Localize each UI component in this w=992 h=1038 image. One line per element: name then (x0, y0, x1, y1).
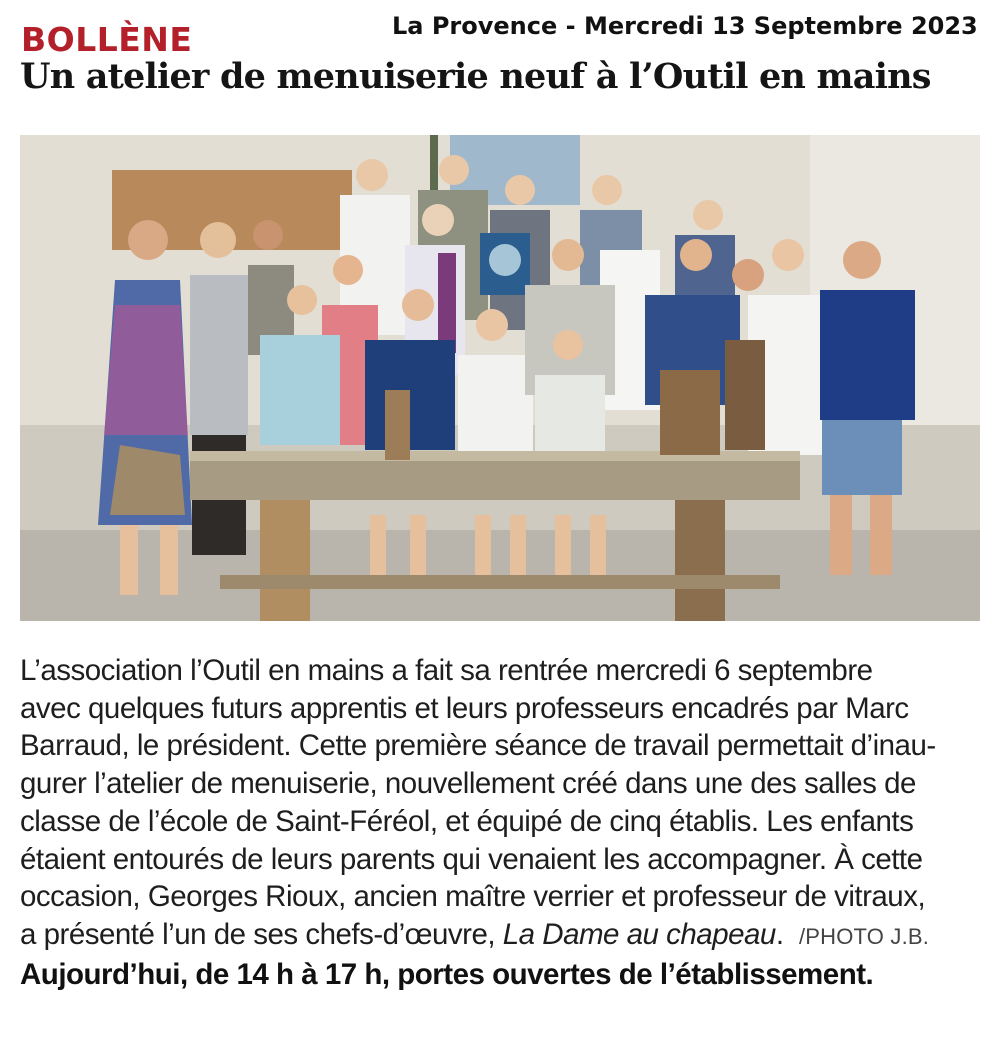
article-line: occasion, Georges Rioux, ancien maître verrier et professeur de vitraux, (20, 880, 926, 914)
section-label: BOLLÈNE (21, 20, 193, 59)
article-line: L’association l’Outil en mains a fait sa rentrée mercredi 6 septembre (20, 654, 873, 687)
photo-credit: /PHOTO J.B. (798, 923, 930, 949)
group-photo (20, 135, 980, 621)
article-headline: Un atelier de menuiserie neuf à l’Outil en mains (20, 56, 931, 97)
article-line: classe de l’école de Saint-Féréol, et équipé de cinq établis. Les enfants (20, 804, 914, 838)
open-house-notice: Aujourd’hui, de 14 h à 17 h, portes ouvertes de l’établissement. (20, 957, 874, 991)
article-line: Barraud, le président. Cette première séance de travail permettait d’inau- (20, 729, 936, 763)
article-line: avec quelques futurs apprentis et leurs professeurs encadrés par Marc (20, 691, 909, 725)
article-line-punct: . (775, 917, 784, 951)
article-line-text: a présenté l’un de ses chefs-d’œuvre, (20, 917, 503, 951)
artwork-title: La Dame au chapeau (502, 917, 776, 951)
article-body (20, 652, 980, 993)
article-line: gurer l’atelier de menuiserie, nouvellement créé dans une des salles de (20, 767, 916, 801)
masthead-date: La Provence - Mercredi 13 Septembre 2023 (392, 12, 978, 40)
article-line: étaient entourés de leurs parents qui venaient les accompagner. À cette (20, 842, 923, 876)
article-line-last (20, 916, 980, 956)
